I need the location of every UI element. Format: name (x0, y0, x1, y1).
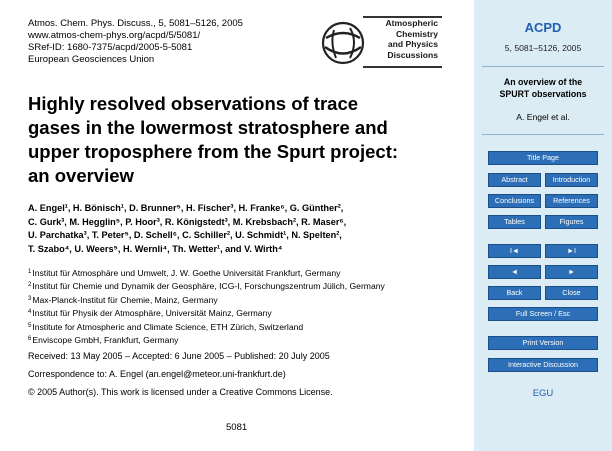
sidebar (474, 0, 612, 451)
print-version-button[interactable]: Print Version (488, 336, 598, 350)
first-page-button[interactable]: I◄ (488, 244, 541, 258)
paper-title: Highly resolved observations of trace gases in the lowermost stratosphere and upper troposphere from the Spurt project: an overview (28, 93, 399, 186)
sidebar-authors: A. Engel et al. (516, 112, 570, 122)
last-page-button[interactable]: ►I (545, 244, 598, 258)
author-list: A. Engel¹, H. Bönisch¹, D. Brunner⁵, H. Fischer³, H. Franke⁶, G. Günther², C. Gurk³, M. Hegglin⁵, P. Hoor³, R. Königstedt³, M. Krebsbach², R. Maser⁶, U. Parchatka³, T. Peter⁵, D. Schell⁶, C. Schiller², U. Schmidt¹, N. Spelten², T. Szabo⁴, U. Weers⁵, H. Wernli⁴, Th. Wetter¹, and V. Wirth⁴ (28, 203, 347, 254)
sidebar-short-title: An overview of the SPURT observations (499, 77, 587, 99)
conclusions-button[interactable]: Conclusions (488, 194, 541, 208)
affiliations (28, 266, 385, 346)
references-button[interactable]: References (545, 194, 598, 208)
abstract-button[interactable]: Abstract (488, 173, 541, 187)
journal-citation: Atmos. Chem. Phys. Discuss., 5, 5081–5126, 2005 (28, 18, 243, 29)
close-button[interactable]: Close (545, 286, 598, 300)
egu-label: EGU (532, 388, 554, 399)
interactive-discussion-button[interactable]: Interactive Discussion (488, 358, 598, 372)
affiliation-item: $^4$Institut für Physik der Atmosphäre, Universität Mainz, Germany (28, 308, 272, 319)
next-page-button[interactable]: ► (545, 265, 598, 279)
sidebar-citation: 5, 5081–5126, 2005 (504, 43, 582, 53)
publication-dates: Received: 13 May 2005 – Accepted: 6 June 2005 – Published: 20 July 2005 (28, 351, 330, 361)
title-page-button[interactable]: Title Page (488, 151, 598, 165)
figures-button[interactable]: Figures (545, 215, 598, 229)
logo-wordmark: Atmospheric Chemistry and Physics Discussions (385, 18, 438, 60)
correspondence: Correspondence to: A. Engel (an.engel@meteor.uni-frankfurt.de) (28, 369, 286, 379)
affiliation-item: $^3$Max-Planck-Institut für Chemie, Mainz, Germany (28, 294, 218, 305)
full-screen-button[interactable]: Full Screen / Esc (488, 307, 598, 321)
sidebar-journal-title: ACPD (524, 20, 562, 35)
sidebar-divider (482, 66, 604, 67)
journal-url[interactable]: www.atmos-chem-phys.org/acpd/5/5081/ (28, 30, 201, 41)
publisher: European Geosciences Union (28, 54, 155, 65)
introduction-button[interactable]: Introduction (545, 173, 598, 187)
previous-page-button[interactable]: ◄ (488, 265, 541, 279)
acp-globe-logo-icon (320, 20, 366, 66)
page-number: 5081 (226, 422, 248, 433)
acp-logo (320, 16, 442, 70)
license-notice: © 2005 Author(s). This work is licensed under a Creative Commons License. (28, 387, 333, 397)
affiliation-item: $^2$Institut für Chemie und Dynamik der Geosphäre, ICG-I, Forschungszentrum Jülich, Germany (28, 281, 385, 292)
sidebar-divider (482, 134, 604, 135)
affiliation-item: $^5$Institute for Atmospheric and Climate Science, ETH Zürich, Switzerland (28, 321, 304, 332)
affiliation-item: $^1$Institut für Atmosphäre und Umwelt, J. W. Goethe Universität Frankfurt, Germany (28, 268, 341, 278)
sref-id: SRef-ID: 1680-7375/acpd/2005-5-5081 (28, 42, 193, 53)
tables-button[interactable]: Tables (488, 215, 541, 229)
affiliation-item: $^6$Enviscope GmbH, Frankfurt, Germany (28, 335, 179, 346)
back-button[interactable]: Back (488, 286, 541, 300)
logo-bottom-rule (363, 66, 442, 68)
